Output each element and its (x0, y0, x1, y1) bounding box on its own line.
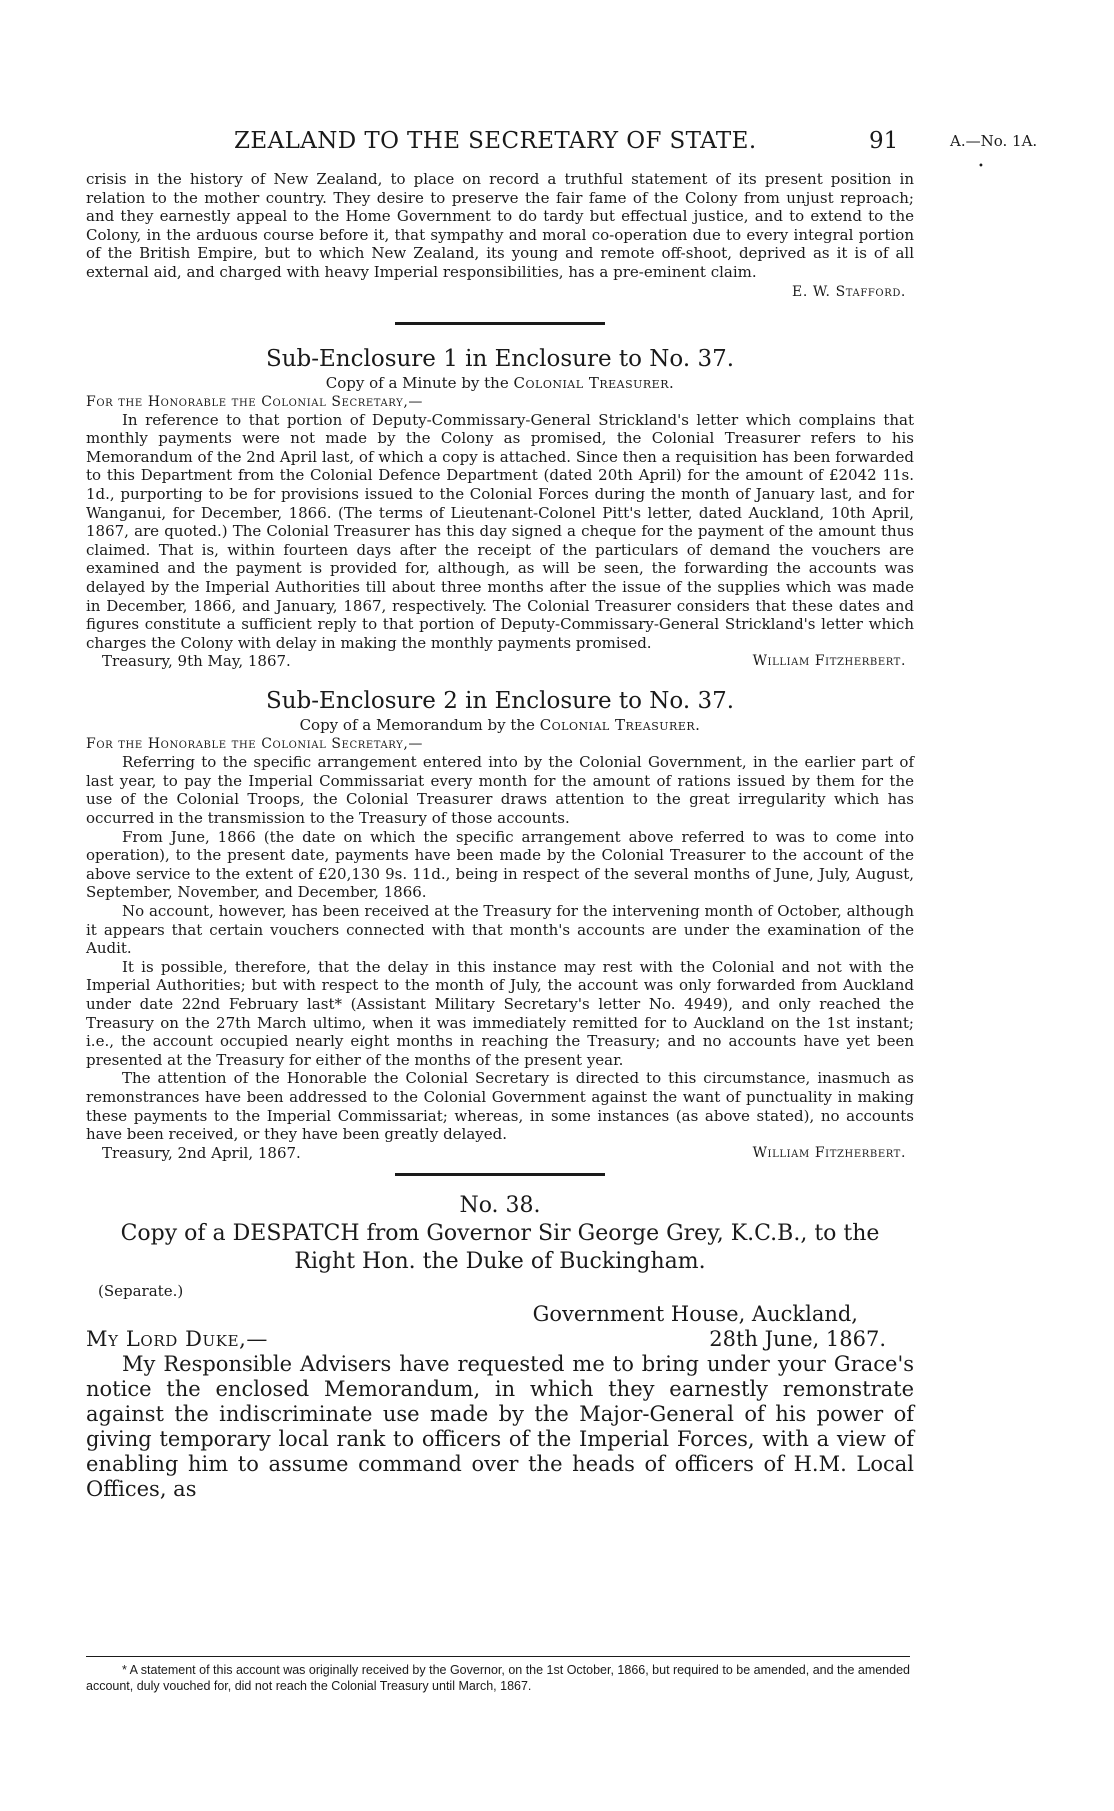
sub-enclosure-2 (86, 687, 914, 1162)
document-reference: A.—No. 1A. (950, 132, 1038, 150)
paragraph: The attention of the Honorable the Colonial Secretary is directed to this circumstance, inasmuch as remonstrances have been addressed to the Colonial Government against the want of punctuality in making these payments to the Imperial Commissariat; whereas, in some instances (as above stated), no accounts have been received, or they have been greatly delayed. (86, 1069, 914, 1144)
fitzherbert-signature: William Fitzherbert. (752, 653, 906, 670)
ornament-dot: • (978, 161, 984, 172)
despatch-title-line-1: Copy of a DESPATCH from Governor Sir George Grey, K.C.B., to the (120, 1220, 880, 1246)
fitzherbert-signature: William Fitzherbert. (752, 1144, 906, 1161)
sub-enclosure-1-title: Sub-Enclosure 1 in Enclosure to No. 37. (265, 345, 735, 372)
despatch-38 (86, 1192, 914, 1502)
sub-enclosure-2-subtitle (86, 715, 914, 735)
section-divider (395, 1173, 605, 1176)
sub-enclosure-2-title: Sub-Enclosure 2 in Enclosure to No. 37. (265, 688, 735, 715)
paragraph: Referring to the specific arrangement entered into by the Colonial Government, in the earlier part of last year, to pay the Imperial Commissariat every month for the amount of rations issued by them for the use of the Colonial Troops, the Colonial Treasurer draws attention to the great irregularity which has occurred in the transmission to the Treasury of those accounts. (86, 753, 914, 828)
sub-enclosure-1-body: In reference to that portion of Deputy-Commissary-General Strickland's letter which complains that monthly payments were not made by the Colony as promised, the Colonial Treasurer refers to his Memorandum of the 2nd April last, of which a copy is attached. Since then a requisition has been forwarded to this Department from the Colonial Defence Department (dated 20th April) for the amount of £2042 11s. 1d., purporting to be for provisions issued to the Colonial Forces during the month of January last, and for Wanganui, for December, 1866. (The terms of Lieutenant-Colonel Pitt's letter, dated Auckland, 10th April, 1867, are quoted.) The Colonial Treasurer has this day signed a cheque for the payment of the amount thus claimed. That is, within fourteen days after the receipt of the particulars of demand the vouchers are examined and the payment is provided for, although, as will be seen, the forwarding the accounts was delayed by the Imperial Authorities till about three months after the issue of the supplies which was made in December, 1866, and January, 1867, respectively. The Colonial Treasurer considers that these dates and figures constitute a sufficient reply to that portion of Deputy-Commissary-General Strickland's letter which charges the Colony with delay in making the monthly payments promised. (86, 410, 914, 652)
subtitle-prefix: Copy of a Minute by the (325, 373, 509, 392)
paragraph: It is possible, therefore, that the delay in this instance may rest with the Colonial and not with the Imperial Authorities; but with respect to the month of July, the account was only forwarded from Auckland under date 22nd February last* (Assistant Military Secretary's letter No. 4949), and only reached the Treasury on the 27th March ultimo, when it was immediately remitted for to Auckland on the 1st instant; i.e., the account occupied nearly eight months in reaching the Treasury; and no accounts have yet been presented at the Treasury for either of the months of the present year. (86, 957, 914, 1069)
sub-enclosure-2-closing (86, 1144, 914, 1163)
separate-label: (Separate.) (98, 1281, 184, 1300)
footnote: * A statement of this account was originally received by the Governor, on the 1st October, 1866, but required to be amended, and the amended account, duly vouched for, did not reach the Colonial Treasury until March, 1867. (86, 1663, 910, 1693)
despatch-location: Government House, Auckland, (532, 1301, 858, 1326)
despatch-number: No. 38. (459, 1192, 541, 1218)
section-divider (395, 322, 605, 325)
treasury-date: Treasury, 2nd April, 1867. (102, 1143, 301, 1162)
despatch-body: My Responsible Advisers have requested me to bring under your Grace's notice the enclosed Memorandum, in which they earnestly remonstrate against the indiscriminate use made by the Major-General of his power of giving temporary local rank to officers of the Imperial Forces, with a view of enabling him to assume command over the heads of officers of H.M. Local Offices, as (86, 1351, 914, 1501)
salutation-row (86, 1327, 914, 1352)
subtitle-prefix: Copy of a Memorandum by the (299, 716, 535, 735)
page-number: 91 (869, 128, 899, 154)
subtitle-author: Colonial Treasurer. (513, 373, 675, 392)
page-header (86, 128, 1106, 160)
opening-paragraph: crisis in the history of New Zealand, to place on record a truthful statement of its present position in relation to the mother country. They desire to preserve the fair fame of the Colony from unjust reproach; and they earnestly appeal to the Home Government to do tardy but effectual justice, and to extend to the Colony, in the arduous course before it, that sympathy and moral co-operation due to every integral portion of the British Empire, but to which New Zealand, its young and remote off-shoot, deprived as it is of all external aid, and charged with heavy Imperial responsibilities, has a pre-eminent claim. (86, 170, 914, 281)
address-line: For the Honorable the Colonial Secretary,— (86, 736, 423, 753)
stafford-signature: E. W. Stafford. (792, 283, 906, 300)
sub-enclosure-1-subtitle (86, 373, 914, 393)
paragraph: From June, 1866 (the date on which the specific arrangement above referred to was to come into operation), to the present date, payments have been made by the Colonial Treasurer to the account of the above service to the extent of £20,130 9s. 11d., being in respect of the several months of June, July, August, September, November, and December, 1866. (86, 827, 914, 902)
salutation: My Lord Duke,— (86, 1326, 269, 1351)
address-line: For the Honorable the Colonial Secretary,— (86, 393, 423, 410)
despatch-title-line-2: Right Hon. the Duke of Buckingham. (294, 1248, 706, 1274)
subtitle-author: Colonial Treasurer. (539, 716, 701, 735)
footnote-divider (86, 1656, 910, 1657)
running-title: ZEALAND TO THE SECRETARY OF STATE. (234, 128, 757, 154)
sub-enclosure-1-closing (86, 652, 914, 671)
despatch-date: 28th June, 1867. (709, 1326, 886, 1351)
paragraph: No account, however, has been received at the Treasury for the intervening month of October, although it appears that certain vouchers connected with that month's accounts are under the examination of the Audit. (86, 902, 914, 958)
treasury-date: Treasury, 9th May, 1867. (102, 652, 291, 671)
sub-enclosure-1 (86, 345, 914, 672)
page-content (86, 170, 914, 1502)
